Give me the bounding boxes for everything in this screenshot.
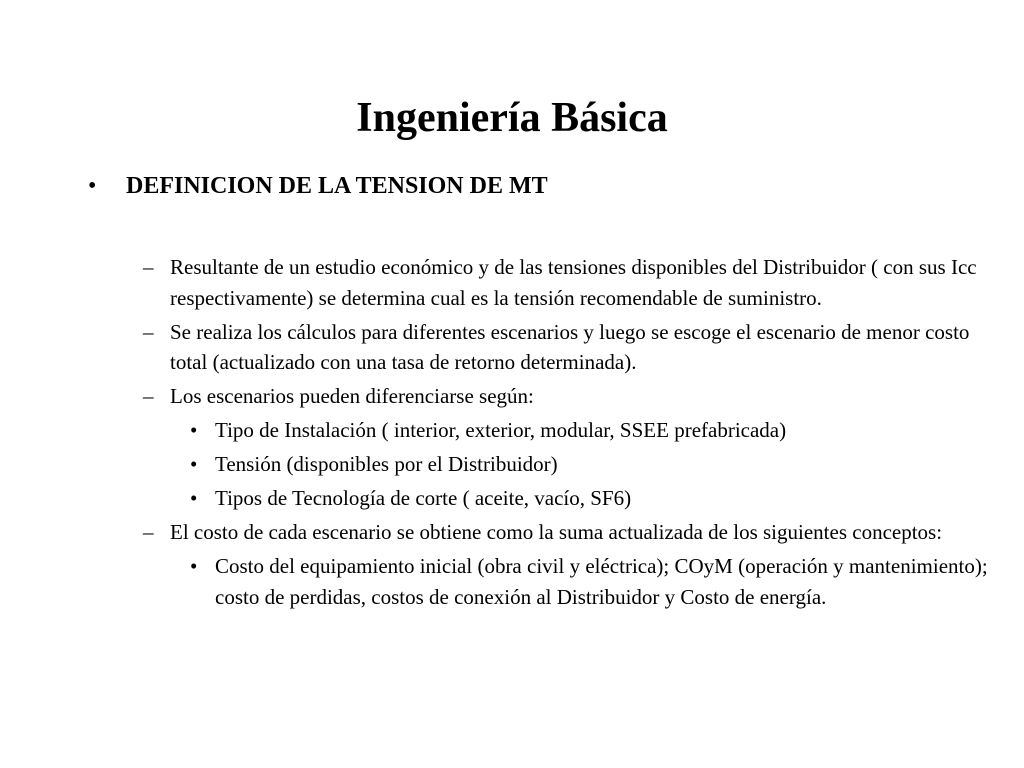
sub-list-item-text: Tipos de Tecnología de corte ( aceite, vacío, SF6) bbox=[215, 486, 632, 510]
list-item bbox=[0, 517, 1024, 548]
bullet-marker: • bbox=[88, 173, 97, 199]
list-item bbox=[0, 252, 1024, 313]
sub-list-item bbox=[0, 449, 1024, 480]
sub-list-item bbox=[0, 415, 1024, 446]
dash-marker: – bbox=[143, 520, 154, 544]
dash-marker: – bbox=[143, 319, 154, 344]
sub-list-item-text: Tipo de Instalación ( interior, exterior, modular, SSEE prefabricada) bbox=[215, 418, 787, 442]
list-item-text: Los escenarios pueden diferenciarse según: bbox=[170, 384, 534, 408]
sub-list-item bbox=[0, 483, 1024, 514]
sub-list-item bbox=[0, 551, 1024, 612]
slide-title: Ingeniería Básica bbox=[356, 95, 668, 141]
dash-marker: – bbox=[143, 255, 154, 279]
sub-list-item-text: Costo del equipamiento inicial (obra civil y eléctrica); COyM (operación y mantenimiento); costo de perdidas, costos de conexión al Distribuidor y Costo de energía. bbox=[215, 554, 988, 609]
list-item bbox=[0, 381, 1024, 412]
bullet-marker: • bbox=[190, 554, 198, 578]
heading-text: DEFINICION DE LA TENSION DE MT bbox=[126, 173, 548, 199]
list-item bbox=[0, 317, 1024, 378]
bullet-marker: • bbox=[190, 486, 198, 510]
list-item-text: Se realiza los cálculos para diferentes escenarios y luego se escoge el escenario de menor costo total (actualizado con una tasa de retorno determinada). bbox=[170, 319, 970, 374]
sub-list-item-text: Tensión (disponibles por el Distribuidor) bbox=[215, 452, 558, 476]
bullet-marker: • bbox=[190, 452, 198, 476]
list-item-text: Resultante de un estudio económico y de las tensiones disponibles del Distribuidor ( con sus Icc respectivamente) se determina cual es la tensión recomendable de suministro. bbox=[170, 255, 977, 310]
bullet-list bbox=[0, 252, 1024, 616]
list-item-text: El costo de cada escenario se obtiene como la suma actualizada de los siguientes conceptos: bbox=[170, 520, 943, 544]
bullet-marker: • bbox=[190, 418, 198, 442]
dash-marker: – bbox=[143, 384, 154, 408]
